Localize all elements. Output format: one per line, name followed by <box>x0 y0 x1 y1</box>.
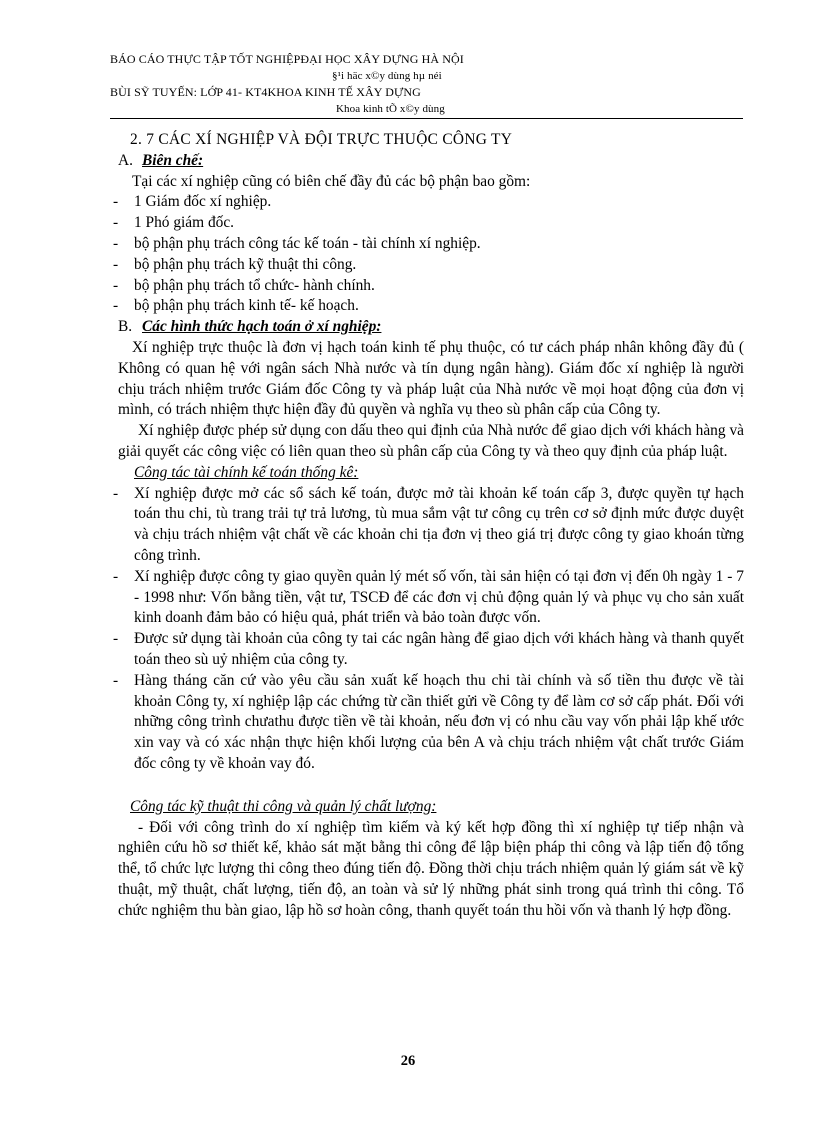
page-number: 26 <box>400 1053 416 1069</box>
finance-heading: Công tác tài chính kế toán thống kê: <box>134 463 359 481</box>
finance-list-item: - Xí nghiệp được công ty giao quyền quản lý mét số vốn, tài sản hiện có tại đơn vị đến 0h ngày 1 - 7 - 1998 như: Vốn bằng tiền, vật tư, TSCĐ để các đơn vị chủ động quản lý và phục vụ cho sản xuất kinh doanh đảm bảo có hiệu quả, phát triển và bảo toàn được vốn. <box>118 567 744 629</box>
staff-list-item: - 1 Phó giám đốc. <box>118 213 744 234</box>
header-line-1: BÁO CÁO THỰC TẬP TỐT NGHIỆPĐẠI HỌC XÂY DỰNG HÀ NỘI <box>110 52 464 66</box>
finance-list-item: - Được sử dụng tài khoản của công ty tai các ngân hàng để giao dịch với khách hàng và thanh quyết toán theo sù uỷ nhiệm của công ty. <box>118 629 744 671</box>
header-line-2: BÙI SỸ TUYẾN: LỚP 41- KT4KHOA KINH TẾ XÂY DỰNG <box>110 85 421 99</box>
subsection-a-letter: A. <box>118 151 133 169</box>
tech-paragraph: - Đối với công trình do xí nghiệp tìm kiếm và ký kết hợp đồng thì xí nghiệp tự tiếp nhận và nghiên cứu hồ sơ thiết kế, khảo sát mặt bằng thi công để lập biện pháp thi công và lập tiến độ tổng thể, tổ chức lực lượng thi công theo đúng tiến độ. Đồng thời chịu trách nhiệm quản lý giám sát về kỹ thuật, mỹ thuật, chất lượng, tiến độ, an toàn và sử lý những phát sinh trong quá trình thi công. Tổ chức nghiệm thu bàn giao, lập hồ sơ hoàn công, thanh quyết toán thu hồi vốn và thanh lý hợp đồng. <box>118 818 744 919</box>
spacer <box>118 775 744 797</box>
staff-list-item: - 1 Giám đốc xí nghiệp. <box>118 192 744 213</box>
finance-list-item: - Xí nghiệp được mở các sổ sách kế toán, được mở tài khoản kế toán cấp 3, được quyền tự hạch toán thu chi, tù trang trải tự trả lương, tù mua sắm vật tư công cụ trên cơ sở định mức được duyệt và chịu trách nhiệm vật chất về các khoản chi tịa đơn vị theo giá trị được công ty giao khoán từng công trình. <box>118 484 744 567</box>
section-title: 2. 7 CÁC XÍ NGHIỆP VÀ ĐỘI TRỰC THUỘC CÔNG TY <box>130 131 513 148</box>
staff-list-item: - bộ phận phụ trách tổ chức- hành chính. <box>118 276 744 297</box>
document-body <box>118 130 744 921</box>
staff-list-item: - bộ phận phụ trách kinh tế- kế hoạch. <box>118 296 744 317</box>
subsection-b-letter: B. <box>118 318 133 336</box>
accounting-paragraph-2: Xí nghiệp được phép sử dụng con dấu theo qui định của Nhà nước để giao dịch với khách hàng và giải quyết các công việc có liên quan theo sù phân cấp của Công ty và theo quy định của pháp luật. <box>118 422 744 460</box>
subsection-a-intro: Tại các xí nghiệp cũng có biên chế đầy đủ các bộ phận bao gồm: <box>132 172 531 190</box>
finance-list-item: - Hàng tháng căn cứ vào yêu cầu sản xuất kế hoạch thu chi tài chính và số tiền thu được về tài khoản Công ty, xí nghiệp lập các chứng từ cần thiết gửi về Công ty để làm cơ sở cấp phát. Đối với những công trình chưathu được tiền về tài khoản, nếu đơn vị có nhu cầu vay vốn phải lập khế ước xin vay và có xác nhận thực hiện khối lượng của bên A và chịu trách nhiệm vật chất trước Giám đốc công ty về khoản vay đó. <box>118 671 744 775</box>
header-line-1-garbled: §¹i häc x©y dùng hµ néi <box>332 70 442 82</box>
accounting-paragraph-1: Xí nghiệp trực thuộc là đơn vị hạch toán kinh tế phụ thuộc, có tư cách pháp nhân không đầy đủ ( Không có quan hệ với ngân sách Nhà nước và tín dụng ngân hàng). Giám đốc xí nghiệp là người chịu trách nhiệm trước Giám đốc Công ty và pháp luật của Nhà nước về mọi hoạt động của đơn vị mình, có trách nhiệm thực hiện đầy đủ quyền và nghĩa vụ theo sù phân cấp của Công ty. <box>118 338 744 419</box>
tech-heading: Công tác kỹ thuật thi công và quản lý chất lượng: <box>130 797 437 815</box>
subsection-b-heading <box>118 317 744 338</box>
staff-list-item: - bộ phận phụ trách công tác kế toán - tài chính xí nghiệp. <box>118 234 744 255</box>
subsection-a-heading <box>118 151 744 172</box>
header-rule <box>110 118 743 119</box>
staff-list-item: - bộ phận phụ trách kỹ thuật thi công. <box>118 255 744 276</box>
subsection-b-title: Các hình thức hạch toán ở xí nghiệp: <box>142 318 382 336</box>
subsection-a-title: Biên chế: <box>142 151 204 169</box>
header-line-2-garbled: Khoa kinh tÕ x©y dùng <box>336 103 445 115</box>
